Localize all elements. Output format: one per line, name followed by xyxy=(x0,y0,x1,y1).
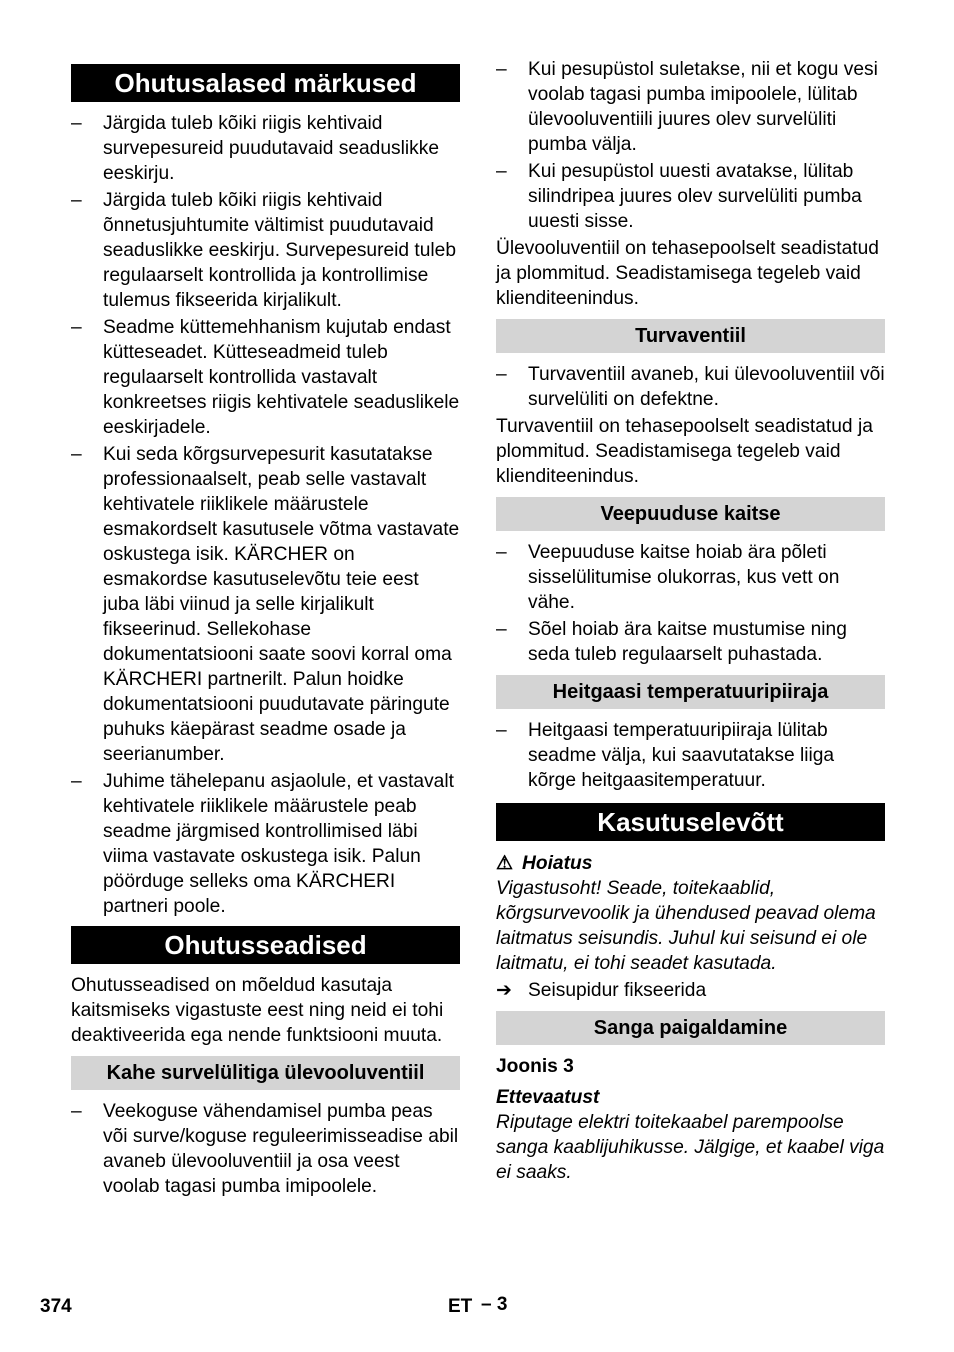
dash-icon: – xyxy=(496,542,507,563)
overflow-valve-list xyxy=(71,1099,460,1199)
dash-icon: – xyxy=(71,444,82,465)
heading-handle-mounting: Sanga paigaldamine xyxy=(496,1011,885,1045)
dash-icon: – xyxy=(71,317,82,338)
dash-icon: – xyxy=(496,619,507,640)
language-code: ET xyxy=(448,1296,473,1317)
caution-text: Riputage elektri toitekaabel parempoolse sanga kaablijuhikusse. Jälgige, et kaabel viga ei saaks. xyxy=(496,1112,885,1183)
heading-safety-notes: Ohutusalased märkused xyxy=(71,64,460,102)
list-item: – Turvaventiil avaneb, kui ülevooluventiil või survelüliti on defektne. xyxy=(496,364,885,410)
list-item: – Sõel hoiab ära kaitse mustumise ning seda tuleb regulaarselt puhastada. xyxy=(496,619,847,665)
list-item: – Kui pesupüstol uuesti avatakse, lülitab silindripea juures olev survelüliti pumba uuesti sisse. xyxy=(496,161,862,232)
safety-notes-list xyxy=(71,111,460,919)
list-item: – Heitgaasi temperatuuripiiraja lülitab seadme välja, kui saavutatakse liiga kõrge heitgaasitemperatuur. xyxy=(496,720,835,791)
safety-valve-list xyxy=(496,362,885,412)
dash-icon: – xyxy=(496,364,507,385)
warning-label: ⚠ Hoiatus xyxy=(496,853,593,874)
instruction-step: ➔ Seisupidur fikseerida xyxy=(496,980,707,1001)
left-column xyxy=(71,57,460,1201)
dash-icon: – xyxy=(496,59,507,80)
dash-icon: – xyxy=(71,113,82,134)
heading-overflow-valve: Kahe survelülitiga ülevooluventiil xyxy=(71,1056,460,1090)
arrow-right-icon: ➔ xyxy=(496,980,513,1001)
list-item: – Veekoguse vähendamisel pumba peas või surve/koguse reguleerimisseadise abil avaneb ülevooluventiil ja osa veest voolab tagasi pumba imipoolele. xyxy=(71,1101,459,1197)
dash-icon: – xyxy=(71,190,82,211)
dash-icon: – xyxy=(71,771,82,792)
list-item: – Kui seda kõrgsurvepesurit kasutatakse professionaalselt, peab selle vastavalt kehtivatele riiklikele määrustele esmakordselt kasutusele võtma vastavate oskustega isik. KÄRCHER on esmakordse kasutuselevõtu teie eest juba läbi viinud ja selle kirjalikult fikseerinud. Sellekohase dokumentatsiooni saate soovi korral oma KÄRCHERI partnerilt. Palun hoidke dokumentatsiooni puudutavate päringute puhuks käepärast seadme osade ja seerianumber. xyxy=(71,444,460,765)
list-item: – Juhime tähelepanu asjaolule, et vastavalt kehtivatele riiklikele määrustele peab seadme järgmised kontrollimised läbi viima vastavate oskustega isik. Palun pöörduge selleks oma KÄRCHERI partneri poole. xyxy=(71,771,454,917)
dash-icon: – xyxy=(496,161,507,182)
safety-devices-paragraph: Ohutusseadised on mõeldud kasutaja kaitsmiseks vigastuste eest ning neid ei tohi deaktiveerida ega nende funktsiooni muuta. xyxy=(71,975,444,1046)
warning-text: Vigastusoht! Seade, toitekaablid, kõrgsurvevoolik ja ühendused peavad olema laitmatus seisundis. Juhul kui seisund ei ole laitmatu, ei tohi seadet kasutada. xyxy=(496,878,876,974)
figure-reference: Joonis 3 xyxy=(496,1056,574,1077)
exhaust-temp-list xyxy=(496,718,885,793)
heading-exhaust-temp-limiter: Heitgaasi temperatuuripiiraja xyxy=(496,675,885,709)
page-number: 374 xyxy=(40,1296,72,1317)
dash-icon: – xyxy=(496,720,507,741)
caution-label: Ettevaatust xyxy=(496,1087,600,1108)
safety-valve-paragraph: Turvaventiil on tehasepoolselt seadistatud ja plommitud. Seadistamisega tegeleb vaid klienditeenindus. xyxy=(496,416,873,487)
dash-icon: – xyxy=(71,1101,82,1122)
heading-start-up: Kasutuselevõtt xyxy=(496,803,885,841)
water-shortage-list xyxy=(496,540,885,667)
sub-page-number: – 3 xyxy=(481,1294,508,1315)
heading-water-shortage: Veepuuduse kaitse xyxy=(496,497,885,531)
heading-safety-valve: Turvaventiil xyxy=(496,319,885,353)
overflow-valve-paragraph: Ülevooluventiil on tehasepoolselt seadistatud ja plommitud. Seadistamisega tegeleb vaid klienditeenindus. xyxy=(496,238,879,309)
overflow-valve-list-continued xyxy=(496,57,885,234)
warning-icon: ⚠ xyxy=(496,853,514,874)
heading-safety-devices: Ohutusseadised xyxy=(71,926,460,964)
list-item: – Veepuuduse kaitse hoiab ära põleti sisselülitumise olukorras, kus vett on vähe. xyxy=(496,542,840,613)
list-item: – Seadme küttemehhanism kujutab endast kütteseadet. Kütteseadmeid tuleb regulaarselt kontrollida vastavalt konkreetses riigis kehtivatele seaduslikele eeskirjadele. xyxy=(71,317,460,438)
right-column xyxy=(496,57,885,1185)
list-item: – Järgida tuleb kõiki riigis kehtivaid survepesureid puudutavaid seaduslikke eeskirju. xyxy=(71,113,439,184)
list-item: – Järgida tuleb kõiki riigis kehtivaid õnnetusjuhtumite vältimist puudutavaid seaduslikke eeskirju. Survepesureid tuleb regulaarselt kontrollida ja kontrollimise tulemus fikseerida kirjalikult. xyxy=(71,190,457,311)
list-item: – Kui pesupüstol suletakse, nii et kogu vesi voolab tagasi pumba imipoolele, lülitab ülevooluventiili juures olev survelüliti pumba välja. xyxy=(496,59,878,155)
